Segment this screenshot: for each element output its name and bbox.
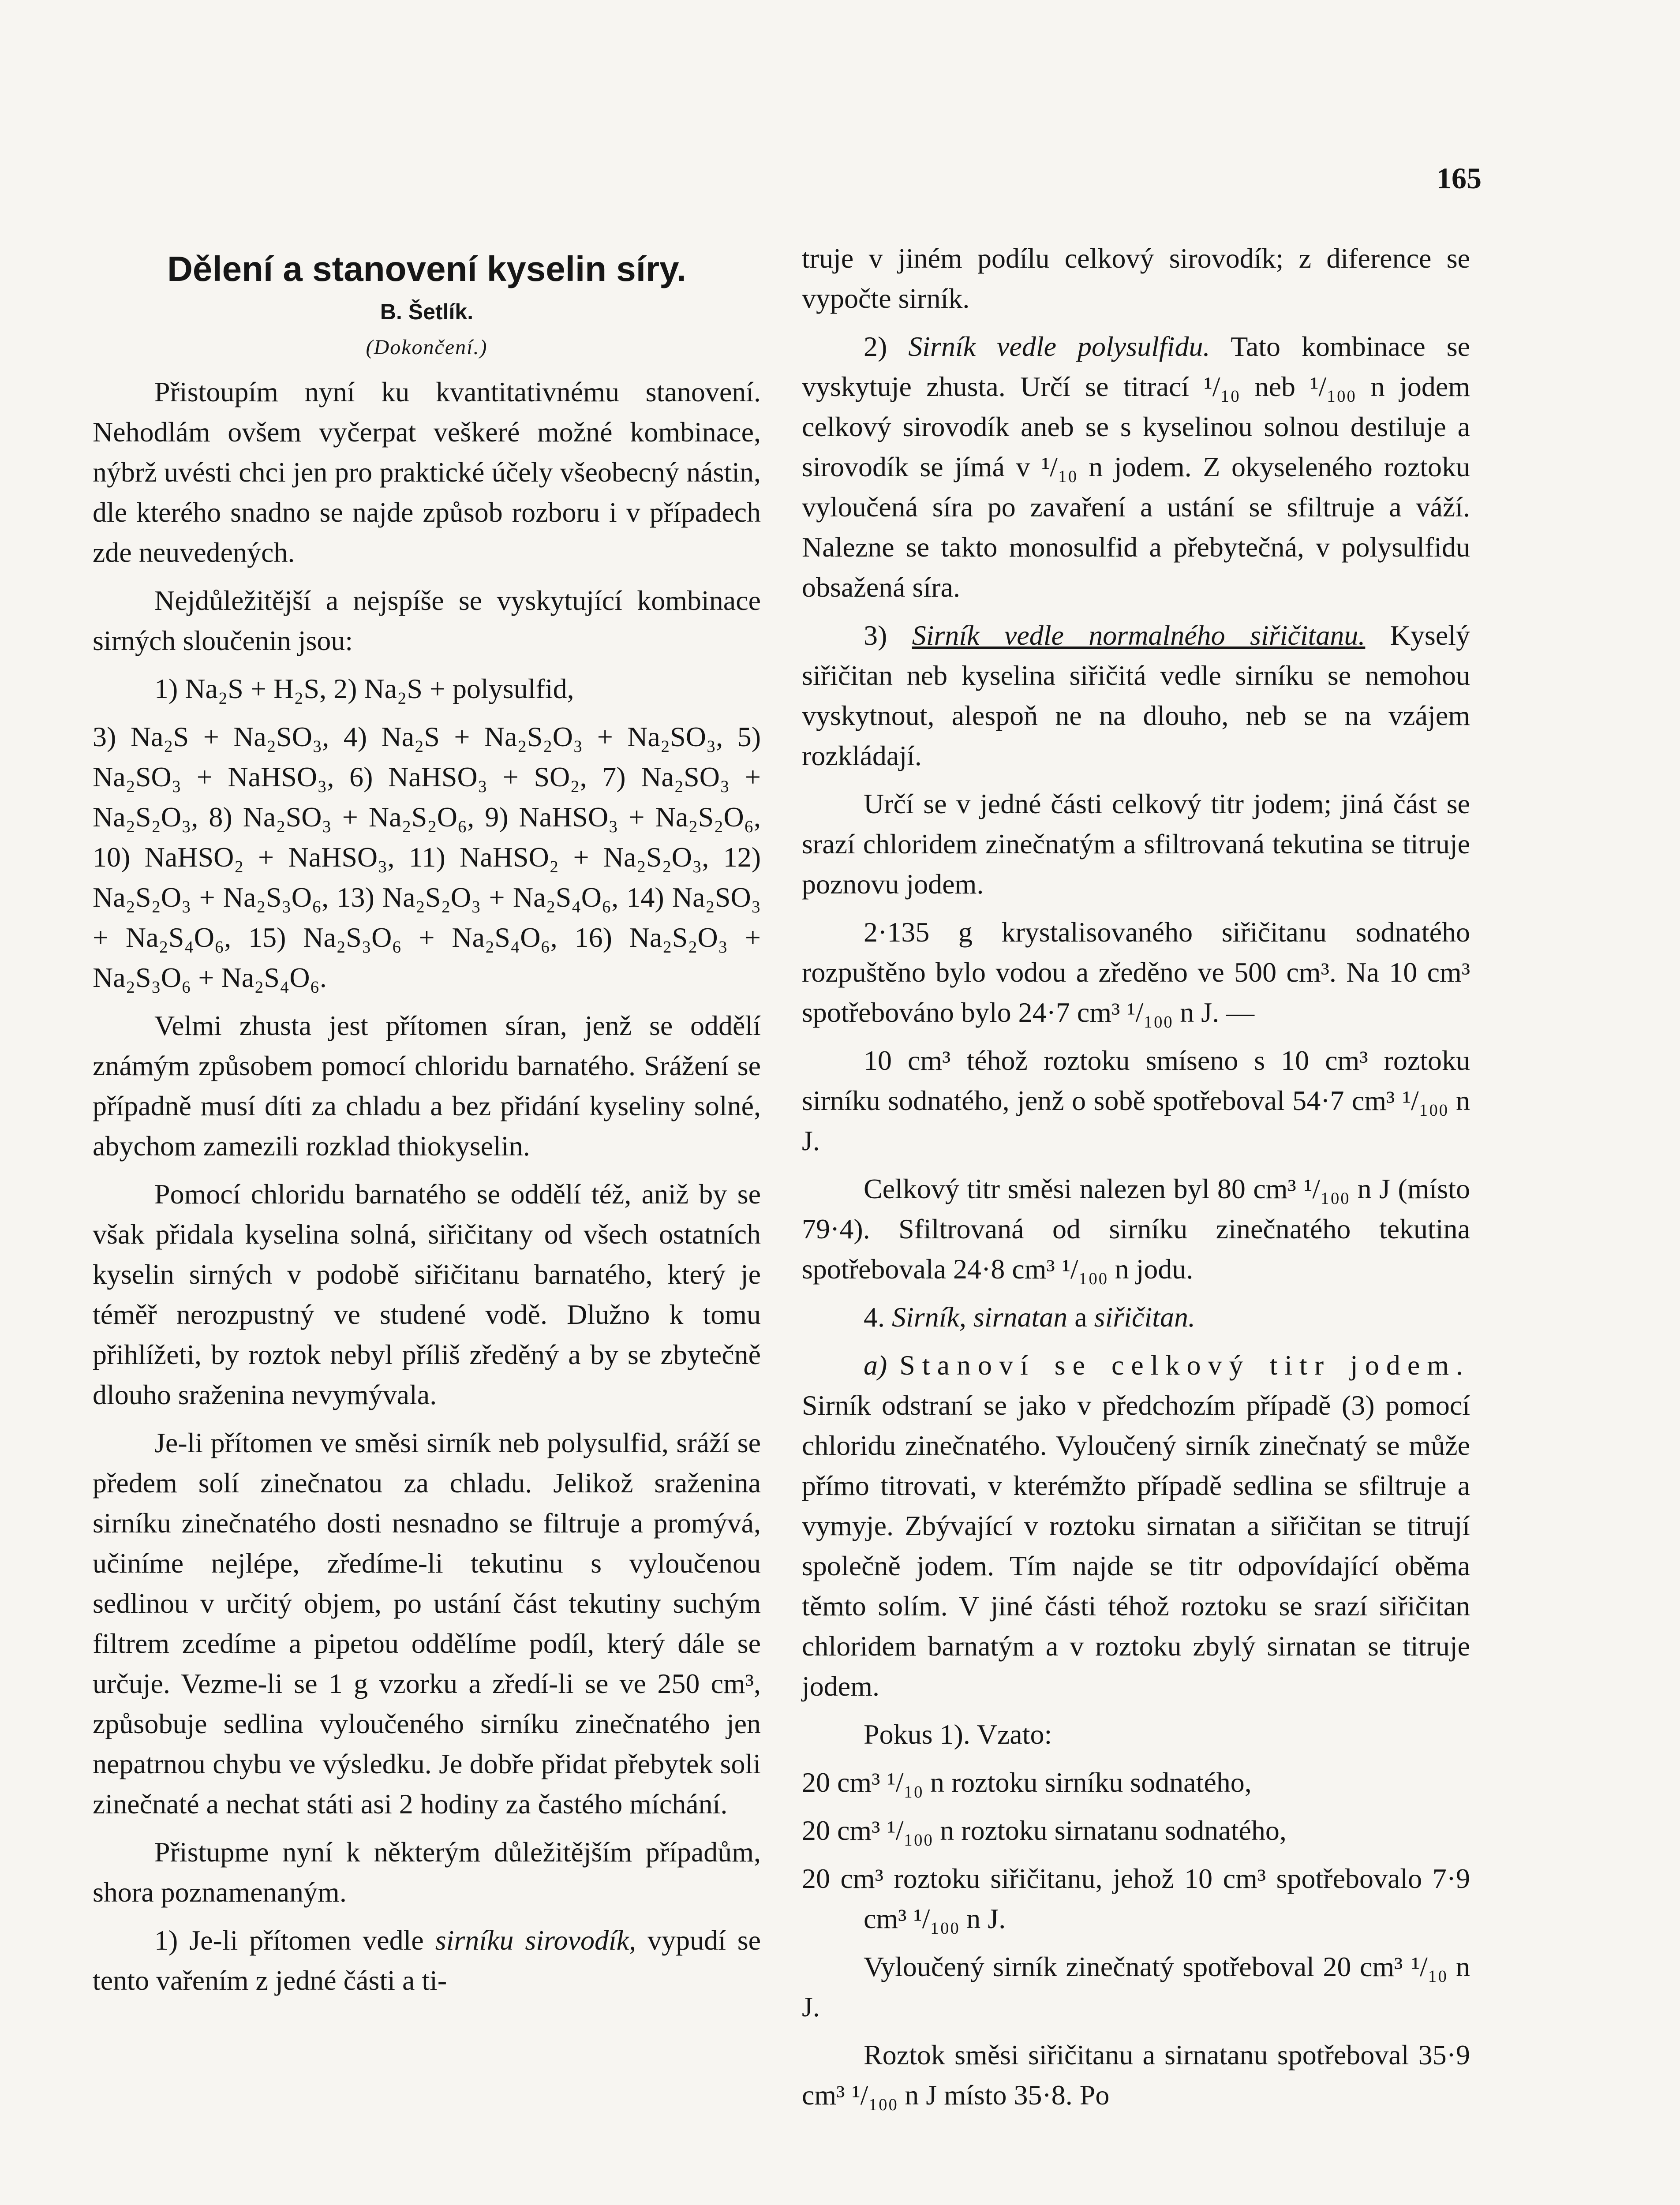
text-run: Sirník odstraní se jako v předchozím případě (3) pomocí chloridu zinečnatého. Vyloučený sirník zinečnatý se může přímo titrovati, v kterémžto případě sedlina se sfiltruje a vymyje. Zbývající v roztoku sirnatan a siřičitan se titrují společně jodem. Tím najde se titr odpovídající oběma těmto solím. V jiné části téhož roztoku se srazí siřičitan chloridem barnatým a v roztoku zbylý sirnatan se titruje jodem. bbox=[802, 1390, 1470, 1702]
paragraph: Celkový titr směsi nalezen byl 80 cm³ ¹/₁₀₀ n J (místo 79·4). Sfiltrovaná od sirníku zinečnatého tekutina spotřebovala 24·8 cm³ ¹/₁₀₀ n jodu. bbox=[802, 1173, 1470, 1285]
spaced-run: Stanoví se celkový titr jodem. bbox=[899, 1349, 1470, 1381]
paragraph: 10 cm³ téhož roztoku smíseno s 10 cm³ roztoku sirníku sodnatého, jenž o sobě spotřeboval 54·7 cm³ ¹/₁₀₀ n J. bbox=[802, 1045, 1470, 1156]
list-line: 20 cm³ roztoku siřičitanu, jehož 10 cm³ spotřebovalo 7·9 cm³ ¹/₁₀₀ n J. bbox=[802, 1863, 1470, 1934]
paragraph: Velmi zhusta jest přítomen síran, jenž se oddělí známým způsobem pomocí chloridu barnatého. Srážení se případně musí díti za chladu a bez přidání kyseliny solné, abychom zamezili rozklad thiokyselin. bbox=[93, 1010, 761, 1162]
paragraph bbox=[802, 326, 1470, 607]
paragraph: Je-li přítomen ve směsi sirník neb polysulfid, sráží se předem solí zinečnatou za chladu. Jelikož sraženina sirníku zinečnatého dosti nesnadno se filtruje a promývá, učiníme nejlépe, zředíme-li tekutinu s vyloučenou sedlinou v určitý objem, po ustání část tekutiny suchým filtrem zcedíme a pipetou oddělíme podíl, který dále se určuje. Vezme-li se 1 g vzorku a zředí-li se ve 250 cm³, způsobuje sedlina vyloučeného sirníku zinečnatého jen nepatrnou chybu ve výsledku. Je dobře přidat přebytek soli zinečnaté a nechat státi asi 2 hodiny za častého míchání. bbox=[93, 1427, 761, 1820]
text-run: Tato kombinace se vyskytuje zhusta. Určí se titrací ¹/₁₀ neb ¹/₁₀₀ n jodem celkový sirovodík aneb se s kyselinou solnou destiluje a sirovodík se jímá v ¹/₁₀ n jodem. Z okyseleného roztoku vyloučená síra po zavaření a ustání se sfiltruje a váží. Nalezne se takto monosulfid a přebytečná, v polysulfidu obsažená síra. bbox=[802, 331, 1470, 603]
formula-line: 1) Na₂S + H₂S, 2) Na₂S + polysulfid, bbox=[154, 673, 574, 704]
paragraph: truje v jiném podílu celkový sirovodík; z diference se vypočte sirník. bbox=[802, 243, 1470, 314]
list-line: 20 cm³ ¹/₁₀₀ n roztoku sirnatanu sodnatého, bbox=[802, 1815, 1287, 1846]
formula-list: 3) Na₂S + Na₂SO₃, 4) Na₂S + Na₂S₂O₃ + Na₂SO₃, 5) Na₂SO₃ + NaHSO₃, 6) NaHSO₃ + SO₂, 7) Na₂SO₃ + Na₂S₂O₃, 8) Na₂SO₃ + Na₂S₂O₆, 9) NaHSO₃ + Na₂S₂O₆, 10) NaHSO₂ + NaHSO₃, 11) NaHSO₂ + Na₂S₂O₃, 12) Na₂S₂O₃ + Na₂S₃O₆, 13) Na₂S₂O₃ + Na₂S₄O₆, 14) Na₂SO₃ + Na₂S₄O₆, 15) Na₂S₃O₆ + Na₂S₄O₆, 16) Na₂S₂O₃ + Na₂S₃O₆ + Na₂S₄O₆. bbox=[93, 721, 761, 993]
article-title: Dělení a stanovení kyselin síry. bbox=[167, 249, 686, 288]
item-number: 2) bbox=[864, 331, 887, 362]
left-column bbox=[93, 238, 761, 2008]
italic-run: Sirník vedle polysulfidu. bbox=[908, 331, 1210, 362]
italic-run: Sirník vedle normalného siřičitanu. bbox=[912, 620, 1366, 651]
paragraph: Pomocí chloridu barnatého se oddělí též, aniž by se však přidala kyselina solná, siřičitany od všech ostatních kyselin sirných v podobě siřičitanu barnatého, který je téměř nerozpustný ve studené vodě. Dlužno k tomu přihlížeti, by roztok nebyl příliš zředěný a by se zbytečně dlouho sraženina nevymývala. bbox=[93, 1178, 761, 1410]
continuation-note: (Dokončení.) bbox=[366, 336, 488, 359]
right-column bbox=[802, 238, 1470, 2123]
text-run: Kyselý siřičitan neb kyselina siřičitá vedle sirníku se nemohou vyskytnout, alespoň ne na dlouho, neb se na vzájem rozkládají. bbox=[802, 620, 1470, 771]
section-heading bbox=[802, 1297, 1470, 1337]
paragraph: 2·135 g krystalisovaného siřičitanu sodnatého rozpuštěno bylo vodou a zředěno ve 500 cm³. Na 10 cm³ spotřebováno bylo 24·7 cm³ ¹/₁₀₀ n J. — bbox=[802, 916, 1470, 1028]
paragraph: Nejdůležitější a nejspíše se vyskytující kombinace sirných sloučenin jsou: bbox=[93, 585, 761, 656]
paragraph bbox=[802, 1345, 1470, 1706]
paragraph bbox=[93, 1920, 761, 2000]
paragraph: Roztok směsi siřičitanu a sirnatanu spotřeboval 35·9 cm³ ¹/₁₀₀ n J místo 35·8. Po bbox=[802, 2039, 1470, 2111]
page-number: 165 bbox=[1437, 161, 1482, 195]
paragraph: Určí se v jedné části celkový titr jodem; jiná část se srazí chloridem zinečnatým a sfiltrovaná tekutina se titruje poznovu jodem. bbox=[802, 788, 1470, 900]
article-author: B. Šetlík. bbox=[380, 299, 474, 324]
item-number: 4. bbox=[864, 1301, 885, 1333]
italic-run: Sirník, sirnatan bbox=[892, 1301, 1068, 1333]
paragraph: Přistupme nyní k některým důležitějším případům, shora poznamenaným. bbox=[93, 1836, 761, 1908]
paragraph bbox=[802, 615, 1470, 776]
italic-run: siřičitan. bbox=[1094, 1301, 1195, 1333]
list-line: 20 cm³ ¹/₁₀ n roztoku sirníku sodnatého, bbox=[802, 1767, 1252, 1798]
paragraph: Přistoupím nyní ku kvantitativnému stanovení. Nehodlám ovšem vyčerpat veškeré možné kombinace, nýbrž uvésti chci jen pro praktické účely všeobecný nástin, dle kterého snadno se najde způsob rozboru i v případech zde neuvedených. bbox=[93, 376, 761, 568]
text-run: 1) Je-li přítomen vedle bbox=[154, 1925, 424, 1956]
paragraph: Vyloučený sirník zinečnatý spotřeboval 20 cm³ ¹/₁₀ n J. bbox=[802, 1951, 1470, 2022]
paragraph: Pokus 1). Vzato: bbox=[864, 1719, 1052, 1750]
item-number: 3) bbox=[864, 620, 887, 651]
text-run: a bbox=[1074, 1301, 1087, 1333]
item-label: a) bbox=[864, 1349, 887, 1381]
italic-run: sirníku sirovodík, bbox=[435, 1925, 636, 1956]
text-run: vypudí se tento vařením z jedné části a ti- bbox=[93, 1925, 761, 1996]
